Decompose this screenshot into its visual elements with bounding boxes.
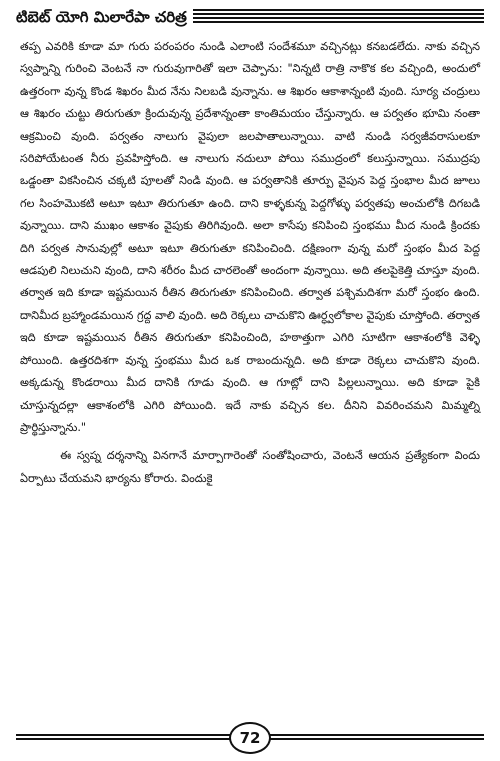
page-footer — [16, 720, 484, 756]
page-header — [16, 4, 484, 32]
running-title: టిబెట్ యోగి మిలారేపా చరిత్ర — [16, 4, 193, 30]
paragraph-1: తప్ప ఎవరికి కూడా మా గురు పరంపరం నుండి ఎలాంటి సందేశమూ వచ్చినట్లు కనబడలేదు. నాకు వచ్చిన స్వప్నాన్ని గురించి వెంటనే నా గురువుగారితో ఇలా చెప్పాను: "నిన్నటి రాత్రి నాకొక కల వచ్చింది, అందులో ఉత్తరంగా వున్న కొండ శిఖరం మీద నేను నిలబడి వున్నాను. ఆ శిఖరం ఆకాశాన్నంటి వుంది. సూర్య చంద్రులు ఆ శిఖరం చుట్టు తిరుగుతూ క్రిందువున్న ప్రదేశాన్నంతా కాంతిమయం చేస్తున్నారు. ఆ పర్వతం భూమి నంతా ఆక్రమించి వుంది. పర్వతం నాలుగు వైపులా జలపాతాలున్నాయి. వాటి నుండి సర్వజీవరాసులకూ సరిపోయేటంత నీరు ప్రవహిస్తోంది. ఆ నాలుగు నదులూ పోయి సముద్రంలో కలుస్తున్నాయి. సముద్రపు ఒడ్డంతా వికసించిన చక్కటి పూలతో నిండి వుంది. ఆ పర్వతానికి తూర్పు వైపున పెద్ద స్తంభాల మీద జూలు గల సింహమొకటి అటూ ఇటూ తిరుగుతూ ఉంది. దాని కాళ్ళకున్న పెద్దగోళ్ళు పర్వతపు అంచులోకి దిగబడి వున్నాయి. దాని ముఖం ఆకాశం వైపుకు తిరిగివుంది. అలా కాసేపు కనిపించి స్తంభము మీద నుండి క్రిందకు దిగి పర్వత సానువుల్లో అటూ ఇటూ తిరుగుతూ కనిపించింది. దక్షిణంగా వున్న మరో స్తంభం మీద పెద్ద ఆడపులి నిలుచుని వుంది, దాని శరీరం మీద చారలెంతో అందంగా వున్నాయి. అది తలపైకెత్తి చూస్తూ వుంది. తర్వాత ఇది కూడా ఇష్టమయిన రీతిన తిరుగుతూ కనిపించింది. తర్వాత పశ్చిమదిశగా మరో స్తంభం ఉంది. దానిమీద బ్రహ్మాండమయిన గ్రద్ద వాలి వుంది. అది రెక్కలు చాచుకొని ఊర్ధ్వలోకాల వైపుకు చూస్తోంది. తర్వాత ఇది కూడా ఇష్టమయిన రీతిన తిరుగుతూ కనిపించింది, హఠాత్తుగా ఎగిరి సూటిగా ఆకాశంలోకి వెళ్ళి పోయింది. ఉత్తరదిశగా వున్న స్తంభము మీద ఒక రాబందున్నది. అది కూడా రెక్కలు చాచుకొని వుంది. అక్కడున్న కొండరాయి మీద దానికి గూడు వుంది. ఆ గూట్లో దాని పిల్లలున్నాయి. అది కూడా పైకి చూస్తున్నదల్లా ఆకాశంలోకి ఎగిరి పోయింది. ఇదే నాకు వచ్చిన కల. దీనిని వివరించమని మిమ్మల్ని ప్రార్థిస్తున్నాను." — [20, 40, 480, 434]
page-body — [20, 36, 480, 490]
paragraph-2: ఈ స్వప్న దర్శనాన్ని వినగానే మార్పాగారెంతో సంతోషించారు, వెంటనే ఆయన ప్రత్యేకంగా విందు ఏర్పాటు చేయమని భార్యను కోరారు. విందుకై — [20, 449, 480, 485]
page-number: 72 — [229, 722, 271, 754]
